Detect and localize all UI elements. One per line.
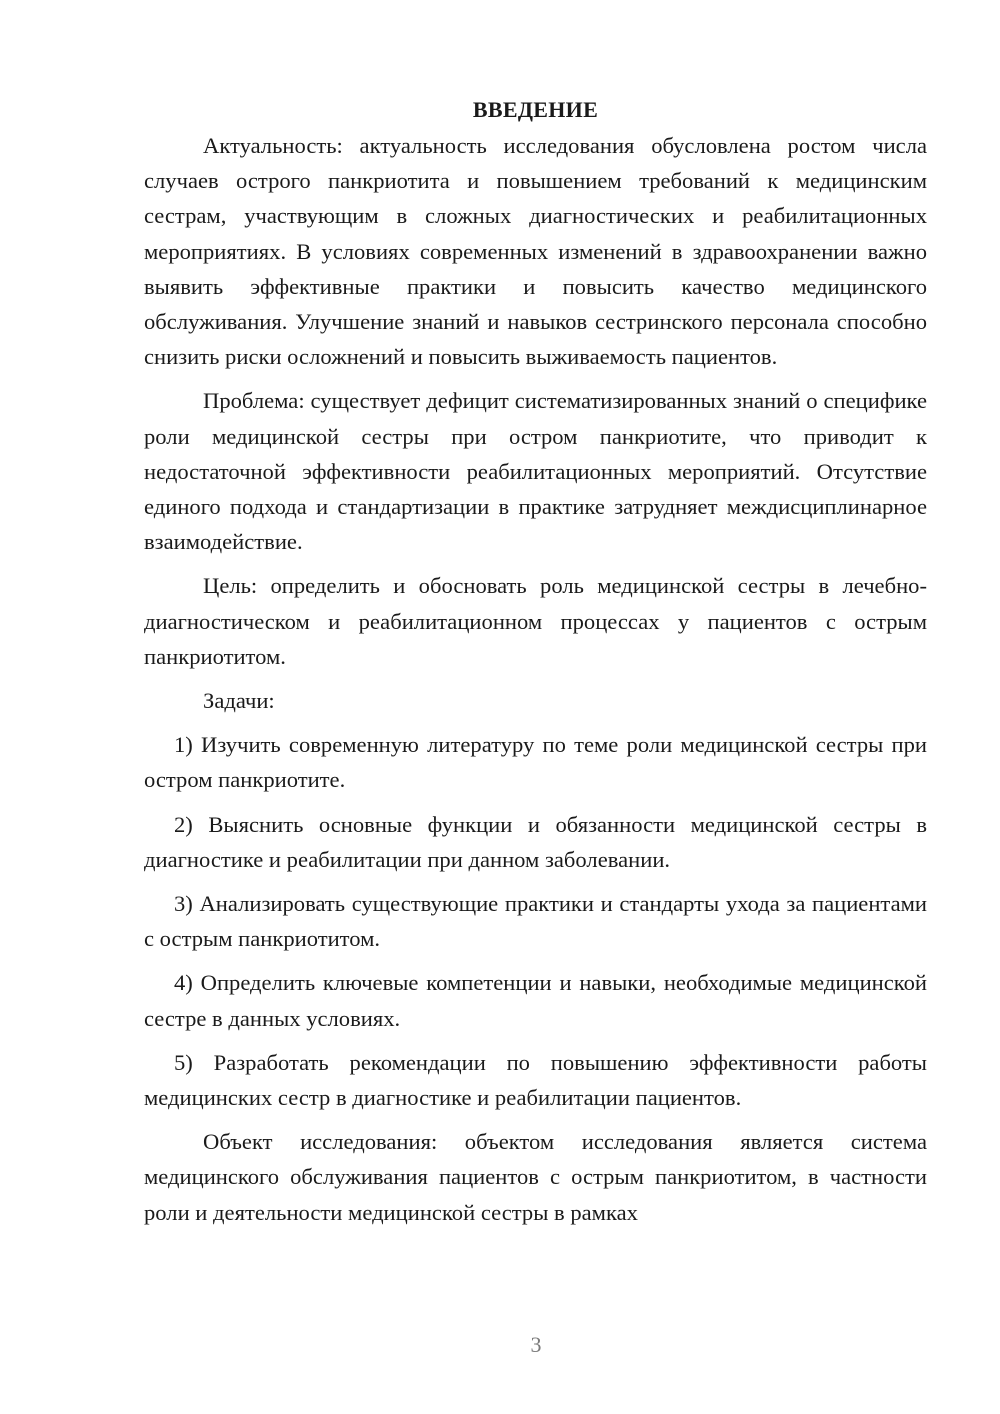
paragraph-relevance: Актуальность: актуальность исследования обусловлена ростом числа случаев острого панкриотита и повышением требований к медицинским сестрам, участвующим в сложных диагностических и реабилитационных мероприятиях. В условиях современных изменений в здравоохранении важно выявить эффективные практики и повысить качество медицинского обслуживания. Улучшение знаний и навыков сестринского персонала способно снизить риски осложнений и повысить выживаемость пациентов. bbox=[144, 133, 927, 370]
task-item-4: 4) Определить ключевые компетенции и навыки, необходимые медицинской сестре в данных условиях. bbox=[144, 970, 927, 1031]
section-heading: ВВЕДЕНИЕ bbox=[472, 97, 599, 122]
page-content bbox=[144, 92, 927, 1230]
paragraph-object: Объект исследования: объектом исследования является система медицинского обслуживания пациентов с острым панкриотитом, в частности роли и деятельности медицинской сестры в рамках bbox=[144, 1129, 927, 1225]
task-item-1: 1) Изучить современную литературу по теме роли медицинской сестры при остром панкриотите. bbox=[144, 732, 927, 793]
task-item-2: 2) Выяснить основные функции и обязанности медицинской сестры в диагностике и реабилитации при данном заболевании. bbox=[144, 811, 927, 872]
paragraph-problem: Проблема: существует дефицит систематизированных знаний о специфике роли медицинской сестры при остром панкриотите, что приводит к недостаточной эффективности реабилитационных мероприятий. Отсутствие единого подхода и стандартизации в практике затрудняет междисциплинарное взаимодействие. bbox=[144, 388, 927, 555]
task-item-5: 5) Разработать рекомендации по повышению эффективности работы медицинских сестр в диагностике и реабилитации пациентов. bbox=[144, 1049, 927, 1111]
paragraph-goal: Цель: определить и обосновать роль медицинской сестры в лечебно-диагностическом и реабилитационном процессах у пациентов с острым панкриотитом. bbox=[144, 573, 927, 669]
page-number: 3 bbox=[530, 1332, 542, 1357]
paragraph-tasks-label: Задачи: bbox=[203, 688, 275, 714]
task-item-3: 3) Анализировать существующие практики и стандарты ухода за пациентами с острым панкриотитом. bbox=[144, 891, 927, 952]
